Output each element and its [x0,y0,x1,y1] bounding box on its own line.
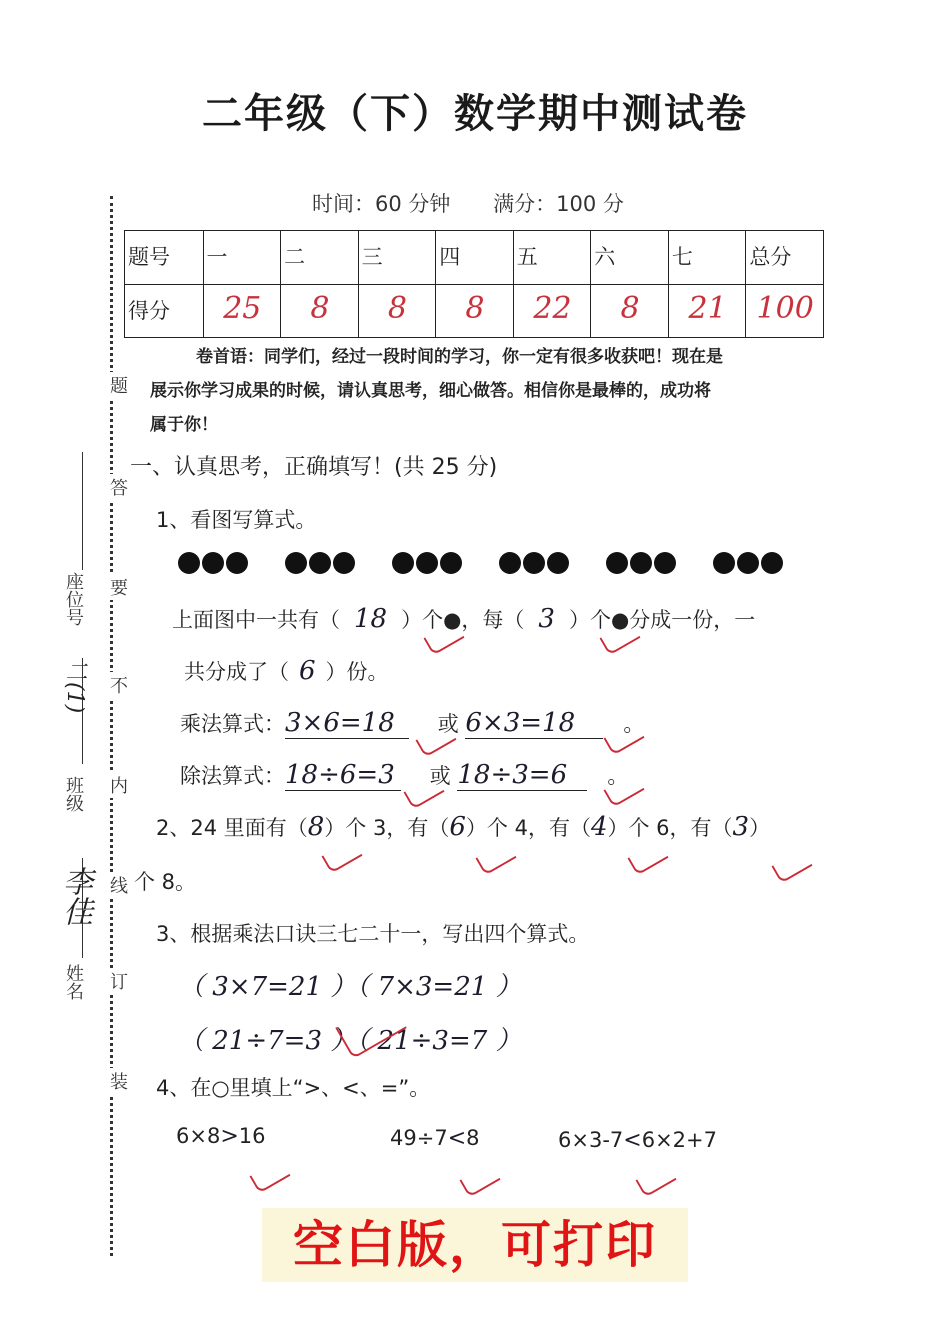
class-label [62,776,84,817]
q1-text: ）份。 [325,660,389,684]
header-cell: 四 [436,231,514,285]
student-name-text: 李佳 [57,866,92,926]
score-table [124,230,824,338]
dot-group [285,552,357,578]
score-value: 8 [620,290,640,326]
answer-parts: 6 [299,656,316,686]
compare-sign: < [447,1126,467,1151]
intro-line: 卷首语：同学们，经过一段时间的学习，你一定有很多收获吧！现在是 [196,347,723,367]
score-value: 21 [688,290,727,326]
dot [523,552,545,574]
q1-line1 [172,604,755,634]
section-heading: 一、认真思考，正确填写！(共 25 分) [130,455,498,480]
mult-label: 乘法算式： [180,712,285,736]
q2-text: ） [749,816,771,840]
div-answer-1: 18÷6=3 [285,760,401,791]
expr-right: 6×2+7 [641,1128,717,1152]
answer-total: 18 [354,604,388,634]
dot [547,552,569,574]
q2-answer: 4 [590,812,608,842]
name-label-text: 姓名 [63,964,84,1000]
dot [333,552,355,574]
q2-answer: 8 [307,812,325,842]
score-cell [358,284,436,338]
q1-text: ）个●，每（ [401,608,525,632]
dot [761,552,783,574]
printable-banner: 空白版，可打印 [262,1208,688,1282]
period: 。 [607,764,629,788]
period: 。 [623,712,645,736]
check-mark [635,1162,676,1197]
expr-left: 49÷7 [390,1126,448,1150]
check-mark [321,838,362,873]
margin-char: 线 [108,872,130,898]
score-cell [513,284,591,338]
mult-answer-2: 6×3=18 [465,708,603,739]
score-cell [281,284,359,338]
score-value: 25 [223,290,262,326]
q2-answer: 6 [449,812,466,842]
score-value-row [125,284,824,338]
q4-title: 4、在○里填上“>、<、=”。 [156,1076,431,1100]
q1-title: 1、看图写算式。 [156,508,317,532]
header-cell: 五 [513,231,591,285]
header-cell: 七 [668,231,746,285]
dot [499,552,521,574]
dot [630,552,652,574]
score-header-row [125,231,824,285]
q2-line1 [156,812,770,842]
or-text: 或 [429,764,451,788]
class-value [56,660,92,724]
score-value: 8 [310,290,330,326]
q4-expr-2 [390,1126,480,1151]
margin-char: 装 [108,1068,130,1094]
check-mark [249,1158,290,1193]
dot-group [499,552,571,578]
q3-answer: （ 21÷7=3 ） [178,1026,357,1056]
exam-time: 时间：60 分钟 [312,192,451,216]
score-value: 8 [465,290,485,326]
check-mark [475,840,516,875]
dot [737,552,759,574]
binding-dotted-line [110,196,113,1256]
seat-label-text: 座位号 [63,572,84,626]
margin-char: 内 [108,772,130,798]
class-label-text: 班级 [63,776,84,812]
expr-left: 6×3-7 [558,1128,624,1152]
q3-answer: （ 7×3=21 ） [356,972,522,1002]
dot [713,552,735,574]
dot [309,552,331,574]
dot-group [392,552,464,578]
row-label: 得分 [125,284,204,338]
q1-text: 共分成了（ [184,660,289,684]
q1-text: ）个●分成一份，一 [568,608,756,632]
exam-meta [312,188,660,218]
compare-sign: < [623,1128,642,1153]
q2-text: ）个 3，有（ [324,816,450,840]
score-value: 8 [387,290,407,326]
header-cell: 二 [281,231,359,285]
dot [606,552,628,574]
dot [392,552,414,574]
intro-paragraph [150,340,820,442]
check-mark [459,1162,500,1197]
check-mark [771,848,812,883]
score-cell [591,284,669,338]
header-cell: 题号 [125,231,204,285]
q1-mult [180,708,644,739]
q3-row1 [178,966,522,1003]
q1-line2 [184,656,389,686]
dot-group [178,552,250,578]
div-answer-2: 18÷3=6 [457,760,587,791]
q4-expr-1 [176,1124,266,1149]
dot [654,552,676,574]
answer-each: 3 [538,604,555,634]
dot [285,552,307,574]
q3-title: 3、根据乘法口诀三七二十一，写出四个算式。 [156,922,590,946]
header-cell: 总分 [746,231,824,285]
dot [416,552,438,574]
q2-text: ）个 6，有（ [607,816,733,840]
header-cell: 三 [358,231,436,285]
dot [226,552,248,574]
header-cell: 六 [591,231,669,285]
expr-right: 16 [238,1124,266,1148]
or-text: 或 [437,712,459,736]
dot [202,552,224,574]
q1-div [180,760,628,791]
q3-answer: （ 3×7=21 ） [178,972,357,1002]
q2-text: 2、24 里面有（ [156,816,308,840]
score-cell [203,284,281,338]
header-cell: 一 [203,231,281,285]
score-cell [436,284,514,338]
page-title: 二年级（下）数学期中测试卷 [202,91,748,137]
check-mark [627,840,668,875]
q2-text: ）个 4，有（ [465,816,591,840]
student-name [56,866,92,934]
seat-line [82,452,83,570]
intro-line: 展示你学习成果的时候，请认真思考，细心做答。相信你是最棒的，成功将 [150,381,711,401]
intro-line: 属于你！ [150,415,218,435]
div-label: 除法算式： [180,764,285,788]
exam-full-score: 满分：100 分 [493,192,624,216]
q1-text: 上面图中一共有（ [172,608,340,632]
expr-left: 6×8 [176,1124,221,1148]
seat-label [62,572,84,631]
score-value: 22 [533,290,572,326]
margin-char: 要 [108,574,130,600]
dot [440,552,462,574]
class-value-text: 二(1) [62,660,87,714]
margin-char: 不 [108,672,130,698]
q4-expr-3 [558,1128,717,1153]
dot [178,552,200,574]
score-cell [668,284,746,338]
expr-right: 8 [466,1126,480,1150]
compare-sign: > [220,1124,239,1149]
dot-figure [178,552,815,578]
margin-char: 题 [108,372,130,398]
q2-answer: 3 [732,812,750,842]
dot-group [606,552,678,578]
total-score-value: 100 [756,290,814,326]
q2-line2: 个 8。 [134,870,197,894]
margin-char: 订 [108,968,130,994]
name-label [62,964,84,1005]
q3-answer: （ 21÷3=7 ） [356,1026,522,1056]
mult-answer-1: 3×6=18 [285,708,409,739]
margin-char: 答 [108,474,130,500]
score-cell [746,284,824,338]
dot-group [713,552,785,578]
